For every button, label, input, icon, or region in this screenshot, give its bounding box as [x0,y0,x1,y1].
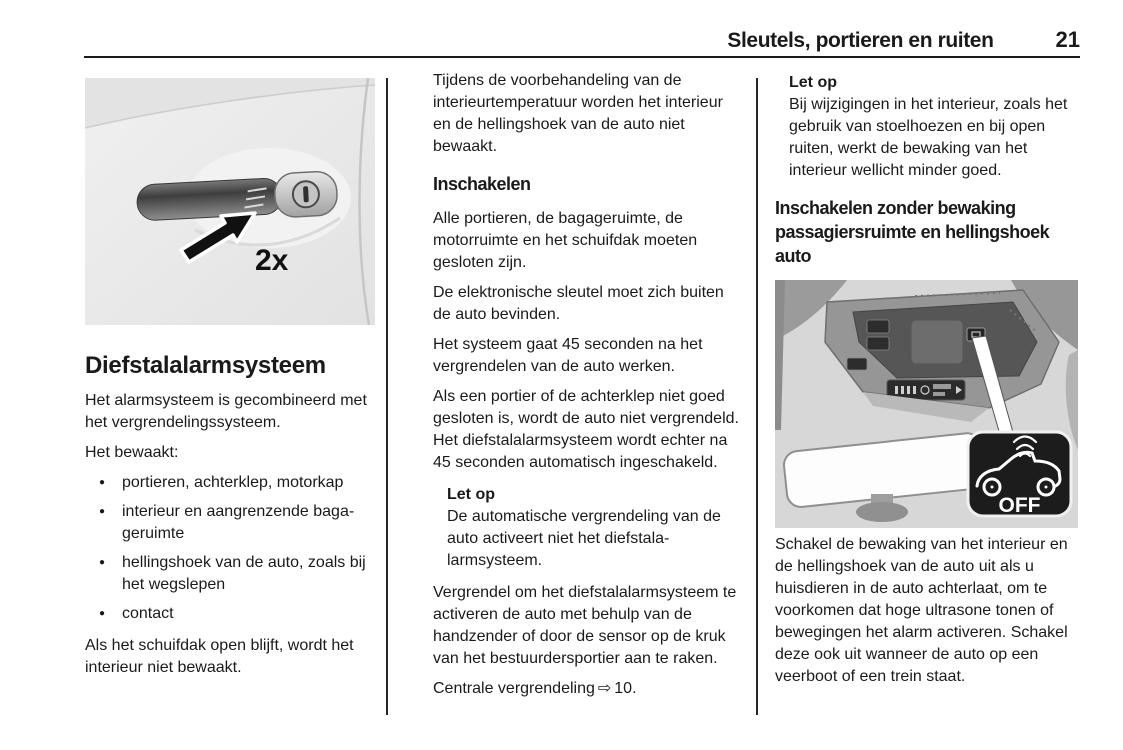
paragraph: Als het schuifdak open blijft, wordt het interieur niet bewaakt. [85,637,354,676]
chapter-title: Sleutels, portieren en ruiten [727,29,994,52]
badge-off-label: OFF [998,494,1041,517]
page-number: 21 [1055,27,1080,52]
paragraph: Schakel de bewaking van het interieur en de hellingshoek van de auto uit als u huisdieren in de auto achterlaat, om te voorkomen dat hoge ultrasone tonen of bewegingen het alarm activeren. Schakel deze ook uit wanneer de auto op een veerboot of een trein staat. [775,536,1068,685]
column-divider-right [756,78,758,715]
paragraph: Alle portieren, de bagageruimte, de motorruimte en het schuifdak moeten gesloten zijn. [433,210,698,271]
cross-reference-arrow-icon: ⇨ [597,680,612,697]
alarm-off-badge [968,432,1071,517]
keyhole-slot [303,186,309,202]
paragraph: De elektronische sleutel moet zich buiten de auto bevinden. [433,284,724,323]
figure-overhead-console [775,280,1078,528]
cross-reference-text: Centrale vergrendeling [433,680,595,697]
column-divider-left [386,78,388,715]
paragraph: Het alarmsysteem is gecombineerd met het vergrendelingssysteem. [85,392,367,431]
door-handle-illustration [85,78,375,325]
paragraph: Het systeem gaat 45 seconden na het vergrendelen van de auto werken. [433,336,703,375]
column-left [85,78,377,687]
section-heading: Diefstalalarmsysteem [85,352,326,379]
handle-grip [136,178,283,222]
monitored-items-list [85,472,377,625]
paragraph: Tijdens de voorbehandeling van de interieurtemperatuur worden het interieur en de hellingshoek van de auto niet bewaakt. [433,72,723,155]
cross-reference-page: 10. [614,680,637,697]
paragraph: Als een portier of de achterklep niet goed gesloten is, wordt de auto niet vergrendeld. Het diefstalalarmsysteem wordt echter na 45 seconden automatisch ingeschakeld. [433,388,739,471]
paragraph: Vergrendel om het diefstalalarmsysteem te activeren de auto met behulp van de handzender of door de sensor op de kruk van het bestuurdersportier aan te raken. [433,584,737,667]
note-title: Let op [789,74,837,91]
figure-door-handle [85,78,375,325]
column-right [775,70,1085,696]
list-item: ● contact [122,603,377,625]
page-header [85,27,1080,53]
paragraph: Het bewaakt: [85,444,179,461]
subsection-heading: Inschakelen zonder bewaking passagiersruimte en hellingshoek auto [775,198,1050,266]
header-rule [84,56,1080,58]
note-title: Let op [447,486,495,503]
note-text: De automatische vergrendeling van de auto activeert niet het diefstalalarmsysteem. [447,508,721,569]
figure1-label: 2x [255,244,289,277]
mirror-base [856,502,908,522]
note-block [433,484,745,572]
column-middle [433,70,745,708]
overhead-console-illustration [775,280,1078,528]
note-block [775,72,1085,182]
list-item: ● hellingshoek van de auto, zoals bij het wegslepen [122,552,377,596]
list-item: ● portieren, achterklep, motorkap [122,472,377,494]
subsection-heading: Inschakelen [433,174,531,194]
note-text: Bij wijzigingen in het interieur, zoals het gebruik van stoelhoezen en bij open ruiten, werkt de bewaking van het interieur wellicht minder goed. [789,96,1068,179]
cross-reference-line [433,678,745,700]
list-item: ● interieur en aangrenzende bagageruimte [122,501,377,545]
